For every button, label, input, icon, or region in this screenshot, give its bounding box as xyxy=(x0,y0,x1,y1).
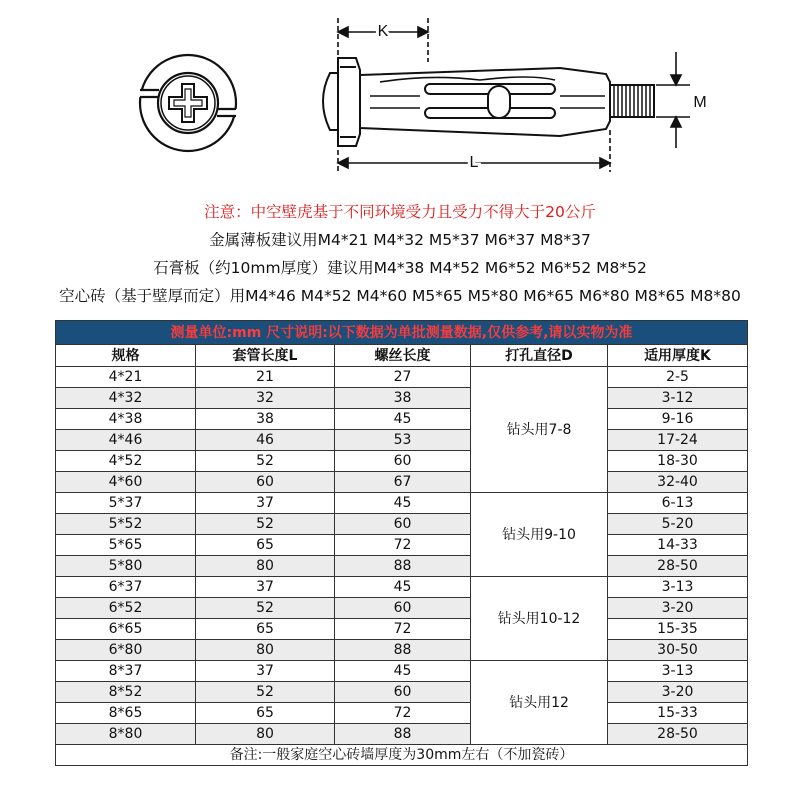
cell-screw-length: 60 xyxy=(335,514,471,535)
spec-table xyxy=(55,320,748,766)
table-row xyxy=(56,430,748,451)
cell-thickness: 30-50 xyxy=(608,640,748,661)
usage-notes xyxy=(0,198,800,310)
cell-thickness: 15-35 xyxy=(608,619,748,640)
dimension-m xyxy=(656,52,690,148)
cell-spec: 4*38 xyxy=(56,409,196,430)
cell-sleeve-length: 80 xyxy=(196,556,335,577)
cell-sleeve-length: 32 xyxy=(196,388,335,409)
cell-screw-length: 45 xyxy=(335,661,471,682)
table-row xyxy=(56,619,748,640)
cell-thickness: 15-33 xyxy=(608,703,748,724)
cell-sleeve-length: 52 xyxy=(196,451,335,472)
table-row xyxy=(56,724,748,745)
cell-sleeve-length: 65 xyxy=(196,619,335,640)
cell-thickness: 28-50 xyxy=(608,556,748,577)
cell-spec: 5*37 xyxy=(56,493,196,514)
cell-spec: 5*65 xyxy=(56,535,196,556)
cell-drill-diameter: 钻头用12 xyxy=(471,661,608,745)
cell-thickness: 14-33 xyxy=(608,535,748,556)
cell-sleeve-length: 65 xyxy=(196,535,335,556)
cell-spec: 8*80 xyxy=(56,724,196,745)
cell-screw-length: 60 xyxy=(335,598,471,619)
cell-drill-diameter: 钻头用10-12 xyxy=(471,577,608,661)
header-sleeve-length: 套管长度L xyxy=(196,345,335,367)
cell-thickness: 17-24 xyxy=(608,430,748,451)
table-row xyxy=(56,577,748,598)
cell-screw-length: 53 xyxy=(335,430,471,451)
table-row xyxy=(56,535,748,556)
cell-screw-length: 38 xyxy=(335,388,471,409)
header-thickness: 适用厚度K xyxy=(608,345,748,367)
cell-thickness: 3-13 xyxy=(608,577,748,598)
cell-spec: 5*80 xyxy=(56,556,196,577)
cell-sleeve-length: 21 xyxy=(196,367,335,388)
table-row xyxy=(56,703,748,724)
cell-screw-length: 45 xyxy=(335,577,471,598)
table-row xyxy=(56,661,748,682)
cell-thickness: 32-40 xyxy=(608,472,748,493)
spec-table-body xyxy=(56,367,748,745)
table-row xyxy=(56,640,748,661)
cell-spec: 6*80 xyxy=(56,640,196,661)
header-spec: 规格 xyxy=(56,345,196,367)
cell-screw-length: 27 xyxy=(335,367,471,388)
table-title: 测量单位:mm 尺寸说明:以下数据为单批测量数据,仅供参考,请以实物为准 xyxy=(56,321,748,345)
cell-spec: 6*65 xyxy=(56,619,196,640)
cell-spec: 4*60 xyxy=(56,472,196,493)
table-row xyxy=(56,409,748,430)
anchor-diagram xyxy=(0,0,800,200)
cell-sleeve-length: 37 xyxy=(196,661,335,682)
cell-spec: 4*32 xyxy=(56,388,196,409)
cell-spec: 4*21 xyxy=(56,367,196,388)
cell-screw-length: 88 xyxy=(335,556,471,577)
cell-drill-diameter: 钻头用9-10 xyxy=(471,493,608,577)
cell-drill-diameter: 钻头用7-8 xyxy=(471,367,608,493)
cell-screw-length: 67 xyxy=(335,472,471,493)
table-row xyxy=(56,598,748,619)
cell-spec: 6*52 xyxy=(56,598,196,619)
cell-thickness: 3-20 xyxy=(608,682,748,703)
cell-sleeve-length: 37 xyxy=(196,577,335,598)
cell-sleeve-length: 65 xyxy=(196,703,335,724)
header-drill-diameter: 打孔直径D xyxy=(471,345,608,367)
cell-sleeve-length: 52 xyxy=(196,682,335,703)
cell-spec: 4*52 xyxy=(56,451,196,472)
cell-thickness: 3-13 xyxy=(608,661,748,682)
table-row xyxy=(56,472,748,493)
cell-thickness: 5-20 xyxy=(608,514,748,535)
dimension-l-label: L xyxy=(469,154,479,171)
cell-spec: 8*37 xyxy=(56,661,196,682)
table-row xyxy=(56,556,748,577)
anchor-side-view xyxy=(323,58,654,146)
cell-thickness: 6-13 xyxy=(608,493,748,514)
cell-spec: 4*46 xyxy=(56,430,196,451)
cell-sleeve-length: 52 xyxy=(196,598,335,619)
cell-screw-length: 88 xyxy=(335,640,471,661)
cell-spec: 8*52 xyxy=(56,682,196,703)
note-gypsum-board: 石膏板（约10mm厚度）建议用M4*38 M4*52 M6*52 M6*52 M8*52 xyxy=(153,259,647,277)
table-row xyxy=(56,388,748,409)
cell-thickness: 9-16 xyxy=(608,409,748,430)
load-warning: 注意：中空壁虎基于不同环境受力且受力不得大于20公斤 xyxy=(204,203,596,221)
cell-screw-length: 45 xyxy=(335,409,471,430)
cell-sleeve-length: 38 xyxy=(196,409,335,430)
table-row xyxy=(56,514,748,535)
table-row xyxy=(56,367,748,388)
cell-spec: 8*65 xyxy=(56,703,196,724)
cell-sleeve-length: 60 xyxy=(196,472,335,493)
header-screw-length: 螺丝长度 xyxy=(335,345,471,367)
cell-screw-length: 72 xyxy=(335,703,471,724)
table-footnote: 备注:一般家庭空心砖墙厚度为30mm左右（不加瓷砖） xyxy=(56,745,748,766)
cell-sleeve-length: 80 xyxy=(196,640,335,661)
table-row xyxy=(56,682,748,703)
cell-screw-length: 72 xyxy=(335,535,471,556)
dimension-k-label: K xyxy=(377,23,389,40)
cell-screw-length: 60 xyxy=(335,682,471,703)
table-row xyxy=(56,451,748,472)
cell-thickness: 3-20 xyxy=(608,598,748,619)
cell-screw-length: 60 xyxy=(335,451,471,472)
dimension-m-label: M xyxy=(693,94,707,111)
cell-thickness: 2-5 xyxy=(608,367,748,388)
cell-sleeve-length: 52 xyxy=(196,514,335,535)
cell-spec: 6*37 xyxy=(56,577,196,598)
cell-screw-length: 72 xyxy=(335,619,471,640)
cell-spec: 5*52 xyxy=(56,514,196,535)
cell-screw-length: 88 xyxy=(335,724,471,745)
cell-thickness: 18-30 xyxy=(608,451,748,472)
cell-thickness: 28-50 xyxy=(608,724,748,745)
note-metal-sheet: 金属薄板建议用M4*21 M4*32 M5*37 M6*37 M8*37 xyxy=(209,231,591,249)
cell-screw-length: 45 xyxy=(335,493,471,514)
note-hollow-brick: 空心砖（基于壁厚而定）用M4*46 M4*52 M4*60 M5*65 M5*80 M6*65 M6*80 M8*65 M8*80 xyxy=(59,287,741,305)
cell-sleeve-length: 46 xyxy=(196,430,335,451)
table-row xyxy=(56,493,748,514)
cell-thickness: 3-12 xyxy=(608,388,748,409)
cell-sleeve-length: 80 xyxy=(196,724,335,745)
screw-head-end-view xyxy=(134,55,242,151)
cell-sleeve-length: 37 xyxy=(196,493,335,514)
